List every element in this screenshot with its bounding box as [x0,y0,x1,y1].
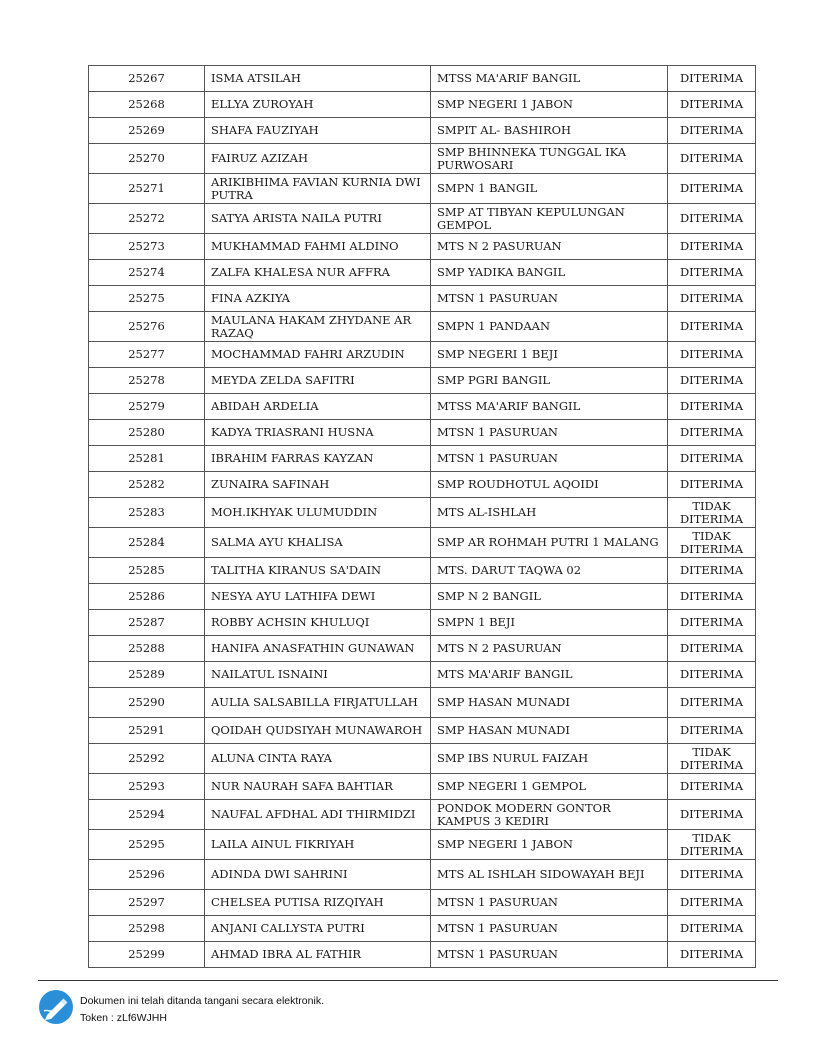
cell-origin-school: SMP NEGERI 1 BEJI [431,342,668,368]
table-row [89,584,756,610]
cell-number: 25279 [89,394,205,420]
cell-student-name: NUR NAURAH SAFA BAHTIAR [205,774,431,800]
table-row [89,558,756,584]
cell-origin-school: SMP ROUDHOTUL AQOIDI [431,472,668,498]
table-row [89,662,756,688]
cell-number: 25294 [89,800,205,830]
cell-student-name: TALITHA KIRANUS SA'DAIN [205,558,431,584]
cell-number: 25274 [89,260,205,286]
cell-number: 25273 [89,234,205,260]
cell-status: DITERIMA [668,420,756,446]
table-row [89,174,756,204]
cell-origin-school: MTS AL ISHLAH SIDOWAYAH BEJI [431,860,668,890]
table-row [89,234,756,260]
cell-number: 25299 [89,942,205,968]
cell-origin-school: SMPN 1 BANGIL [431,174,668,204]
cell-student-name: ZALFA KHALESA NUR AFFRA [205,260,431,286]
cell-origin-school: SMP YADIKA BANGIL [431,260,668,286]
table-row [89,528,756,558]
table-row [89,368,756,394]
cell-number: 25267 [89,66,205,92]
cell-origin-school: SMP PGRI BANGIL [431,368,668,394]
cell-student-name: KADYA TRIASRANI HUSNA [205,420,431,446]
table-row [89,718,756,744]
cell-origin-school: MTSN 1 PASURUAN [431,942,668,968]
cell-origin-school: PONDOK MODERN GONTOR KAMPUS 3 KEDIRI [431,800,668,830]
cell-student-name: FAIRUZ AZIZAH [205,144,431,174]
cell-student-name: NAUFAL AFDHAL ADI THIRMIDZI [205,800,431,830]
cell-student-name: IBRAHIM FARRAS KAYZAN [205,446,431,472]
table-row [89,446,756,472]
cell-origin-school: SMPIT AL- BASHIROH [431,118,668,144]
cell-status: DITERIMA [668,942,756,968]
cell-student-name: HANIFA ANASFATHIN GUNAWAN [205,636,431,662]
cell-student-name: MEYDA ZELDA SAFITRI [205,368,431,394]
cell-number: 25289 [89,662,205,688]
cell-status: TIDAK DITERIMA [668,498,756,528]
cell-student-name: MOCHAMMAD FAHRI ARZUDIN [205,342,431,368]
table-row [89,774,756,800]
cell-origin-school: MTS. DARUT TAQWA 02 [431,558,668,584]
cell-number: 25283 [89,498,205,528]
cell-origin-school: SMP BHINNEKA TUNGGAL IKA PURWOSARI [431,144,668,174]
cell-number: 25290 [89,688,205,718]
cell-origin-school: SMP HASAN MUNADI [431,718,668,744]
cell-number: 25280 [89,420,205,446]
cell-origin-school: SMP N 2 BANGIL [431,584,668,610]
cell-origin-school: MTS MA'ARIF BANGIL [431,662,668,688]
cell-status: TIDAK DITERIMA [668,830,756,860]
cell-number: 25285 [89,558,205,584]
cell-status: DITERIMA [668,774,756,800]
cell-origin-school: SMP AR ROHMAH PUTRI 1 MALANG [431,528,668,558]
cell-number: 25295 [89,830,205,860]
cell-status: DITERIMA [668,610,756,636]
table-row [89,286,756,312]
cell-student-name: ELLYA ZUROYAH [205,92,431,118]
cell-origin-school: MTSS MA'ARIF BANGIL [431,394,668,420]
cell-status: DITERIMA [668,472,756,498]
table-row [89,830,756,860]
table-row [89,204,756,234]
cell-status: DITERIMA [668,688,756,718]
cell-student-name: ISMA ATSILAH [205,66,431,92]
cell-student-name: SALMA AYU KHALISA [205,528,431,558]
cell-student-name: AHMAD IBRA AL FATHIR [205,942,431,968]
table-row [89,610,756,636]
cell-student-name: FINA AZKIYA [205,286,431,312]
signature-note: Dokumen ini telah ditanda tangani secara elektronik. [80,995,324,1007]
table-row [89,744,756,774]
table-row [89,420,756,446]
cell-origin-school: SMPN 1 BEJI [431,610,668,636]
cell-student-name: ADINDA DWI SAHRINI [205,860,431,890]
cell-student-name: ROBBY ACHSIN KHULUQI [205,610,431,636]
table-row [89,118,756,144]
cell-status: DITERIMA [668,286,756,312]
cell-student-name: AULIA SALSABILLA FIRJATULLAH [205,688,431,718]
cell-student-name: CHELSEA PUTISA RIZQIYAH [205,890,431,916]
cell-number: 25276 [89,312,205,342]
cell-student-name: MAULANA HAKAM ZHYDANE AR RAZAQ [205,312,431,342]
cell-origin-school: MTS N 2 PASURUAN [431,234,668,260]
cell-number: 25296 [89,860,205,890]
footer-divider [38,980,778,981]
table-row [89,860,756,890]
cell-student-name: QOIDAH QUDSIYAH MUNAWAROH [205,718,431,744]
cell-origin-school: SMP HASAN MUNADI [431,688,668,718]
cell-origin-school: MTSN 1 PASURUAN [431,446,668,472]
table-row [89,472,756,498]
cell-number: 25291 [89,718,205,744]
cell-number: 25270 [89,144,205,174]
cell-number: 25268 [89,92,205,118]
table-row [89,394,756,420]
cell-origin-school: SMP IBS NURUL FAIZAH [431,744,668,774]
cell-origin-school: SMP AT TIBYAN KEPULUNGAN GEMPOL [431,204,668,234]
cell-origin-school: MTSN 1 PASURUAN [431,890,668,916]
cell-status: DITERIMA [668,558,756,584]
cell-origin-school: MTSN 1 PASURUAN [431,286,668,312]
cell-status: DITERIMA [668,394,756,420]
table-row [89,890,756,916]
cell-number: 25297 [89,890,205,916]
cell-number: 25286 [89,584,205,610]
table-row [89,144,756,174]
cell-number: 25281 [89,446,205,472]
cell-status: DITERIMA [668,312,756,342]
cell-origin-school: SMP NEGERI 1 JABON [431,92,668,118]
cell-status: DITERIMA [668,916,756,942]
cell-status: DITERIMA [668,342,756,368]
signature-note-block [80,993,324,1027]
cell-status: DITERIMA [668,636,756,662]
cell-origin-school: MTS N 2 PASURUAN [431,636,668,662]
cell-number: 25278 [89,368,205,394]
cell-student-name: ZUNAIRA SAFINAH [205,472,431,498]
cell-status: TIDAK DITERIMA [668,528,756,558]
e-signature-pen-icon [38,989,74,1025]
cell-number: 25288 [89,636,205,662]
cell-student-name: ALUNA CINTA RAYA [205,744,431,774]
cell-number: 25271 [89,174,205,204]
cell-student-name: ARIKIBHIMA FAVIAN KURNIA DWI PUTRA [205,174,431,204]
cell-status: DITERIMA [668,718,756,744]
cell-status: DITERIMA [668,446,756,472]
cell-status: DITERIMA [668,204,756,234]
table-row [89,800,756,830]
cell-student-name: ABIDAH ARDELIA [205,394,431,420]
cell-number: 25272 [89,204,205,234]
results-table-body [89,66,756,968]
cell-number: 25298 [89,916,205,942]
cell-number: 25269 [89,118,205,144]
cell-status: DITERIMA [668,234,756,260]
table-row [89,688,756,718]
cell-status: DITERIMA [668,66,756,92]
cell-status: DITERIMA [668,260,756,286]
cell-student-name: ANJANI CALLYSTA PUTRI [205,916,431,942]
cell-status: TIDAK DITERIMA [668,744,756,774]
cell-status: DITERIMA [668,662,756,688]
cell-origin-school: MTSN 1 PASURUAN [431,420,668,446]
cell-student-name: NAILATUL ISNAINI [205,662,431,688]
cell-student-name: MUKHAMMAD FAHMI ALDINO [205,234,431,260]
cell-student-name: LAILA AINUL FIKRIYAH [205,830,431,860]
cell-number: 25275 [89,286,205,312]
cell-number: 25287 [89,610,205,636]
cell-number: 25293 [89,774,205,800]
table-row [89,498,756,528]
cell-origin-school: SMP NEGERI 1 GEMPOL [431,774,668,800]
cell-student-name: SATYA ARISTA NAILA PUTRI [205,204,431,234]
table-row [89,636,756,662]
cell-origin-school: MTSN 1 PASURUAN [431,916,668,942]
table-row [89,342,756,368]
cell-number: 25284 [89,528,205,558]
cell-status: DITERIMA [668,800,756,830]
table-row [89,916,756,942]
cell-status: DITERIMA [668,174,756,204]
cell-status: DITERIMA [668,92,756,118]
table-row [89,260,756,286]
signature-token: Token : zLf6WJHH [80,1012,167,1024]
cell-status: DITERIMA [668,368,756,394]
table-row [89,942,756,968]
cell-status: DITERIMA [668,584,756,610]
cell-student-name: NESYA AYU LATHIFA DEWI [205,584,431,610]
cell-student-name: SHAFA FAUZIYAH [205,118,431,144]
cell-origin-school: MTS AL-ISHLAH [431,498,668,528]
cell-number: 25292 [89,744,205,774]
table-row [89,312,756,342]
cell-status: DITERIMA [668,860,756,890]
results-table [88,65,756,968]
table-row [89,66,756,92]
cell-origin-school: MTSS MA'ARIF BANGIL [431,66,668,92]
cell-status: DITERIMA [668,890,756,916]
table-row [89,92,756,118]
cell-status: DITERIMA [668,118,756,144]
cell-status: DITERIMA [668,144,756,174]
cell-number: 25277 [89,342,205,368]
cell-number: 25282 [89,472,205,498]
cell-student-name: MOH.IKHYAK ULUMUDDIN [205,498,431,528]
cell-origin-school: SMP NEGERI 1 JABON [431,830,668,860]
cell-origin-school: SMPN 1 PANDAAN [431,312,668,342]
